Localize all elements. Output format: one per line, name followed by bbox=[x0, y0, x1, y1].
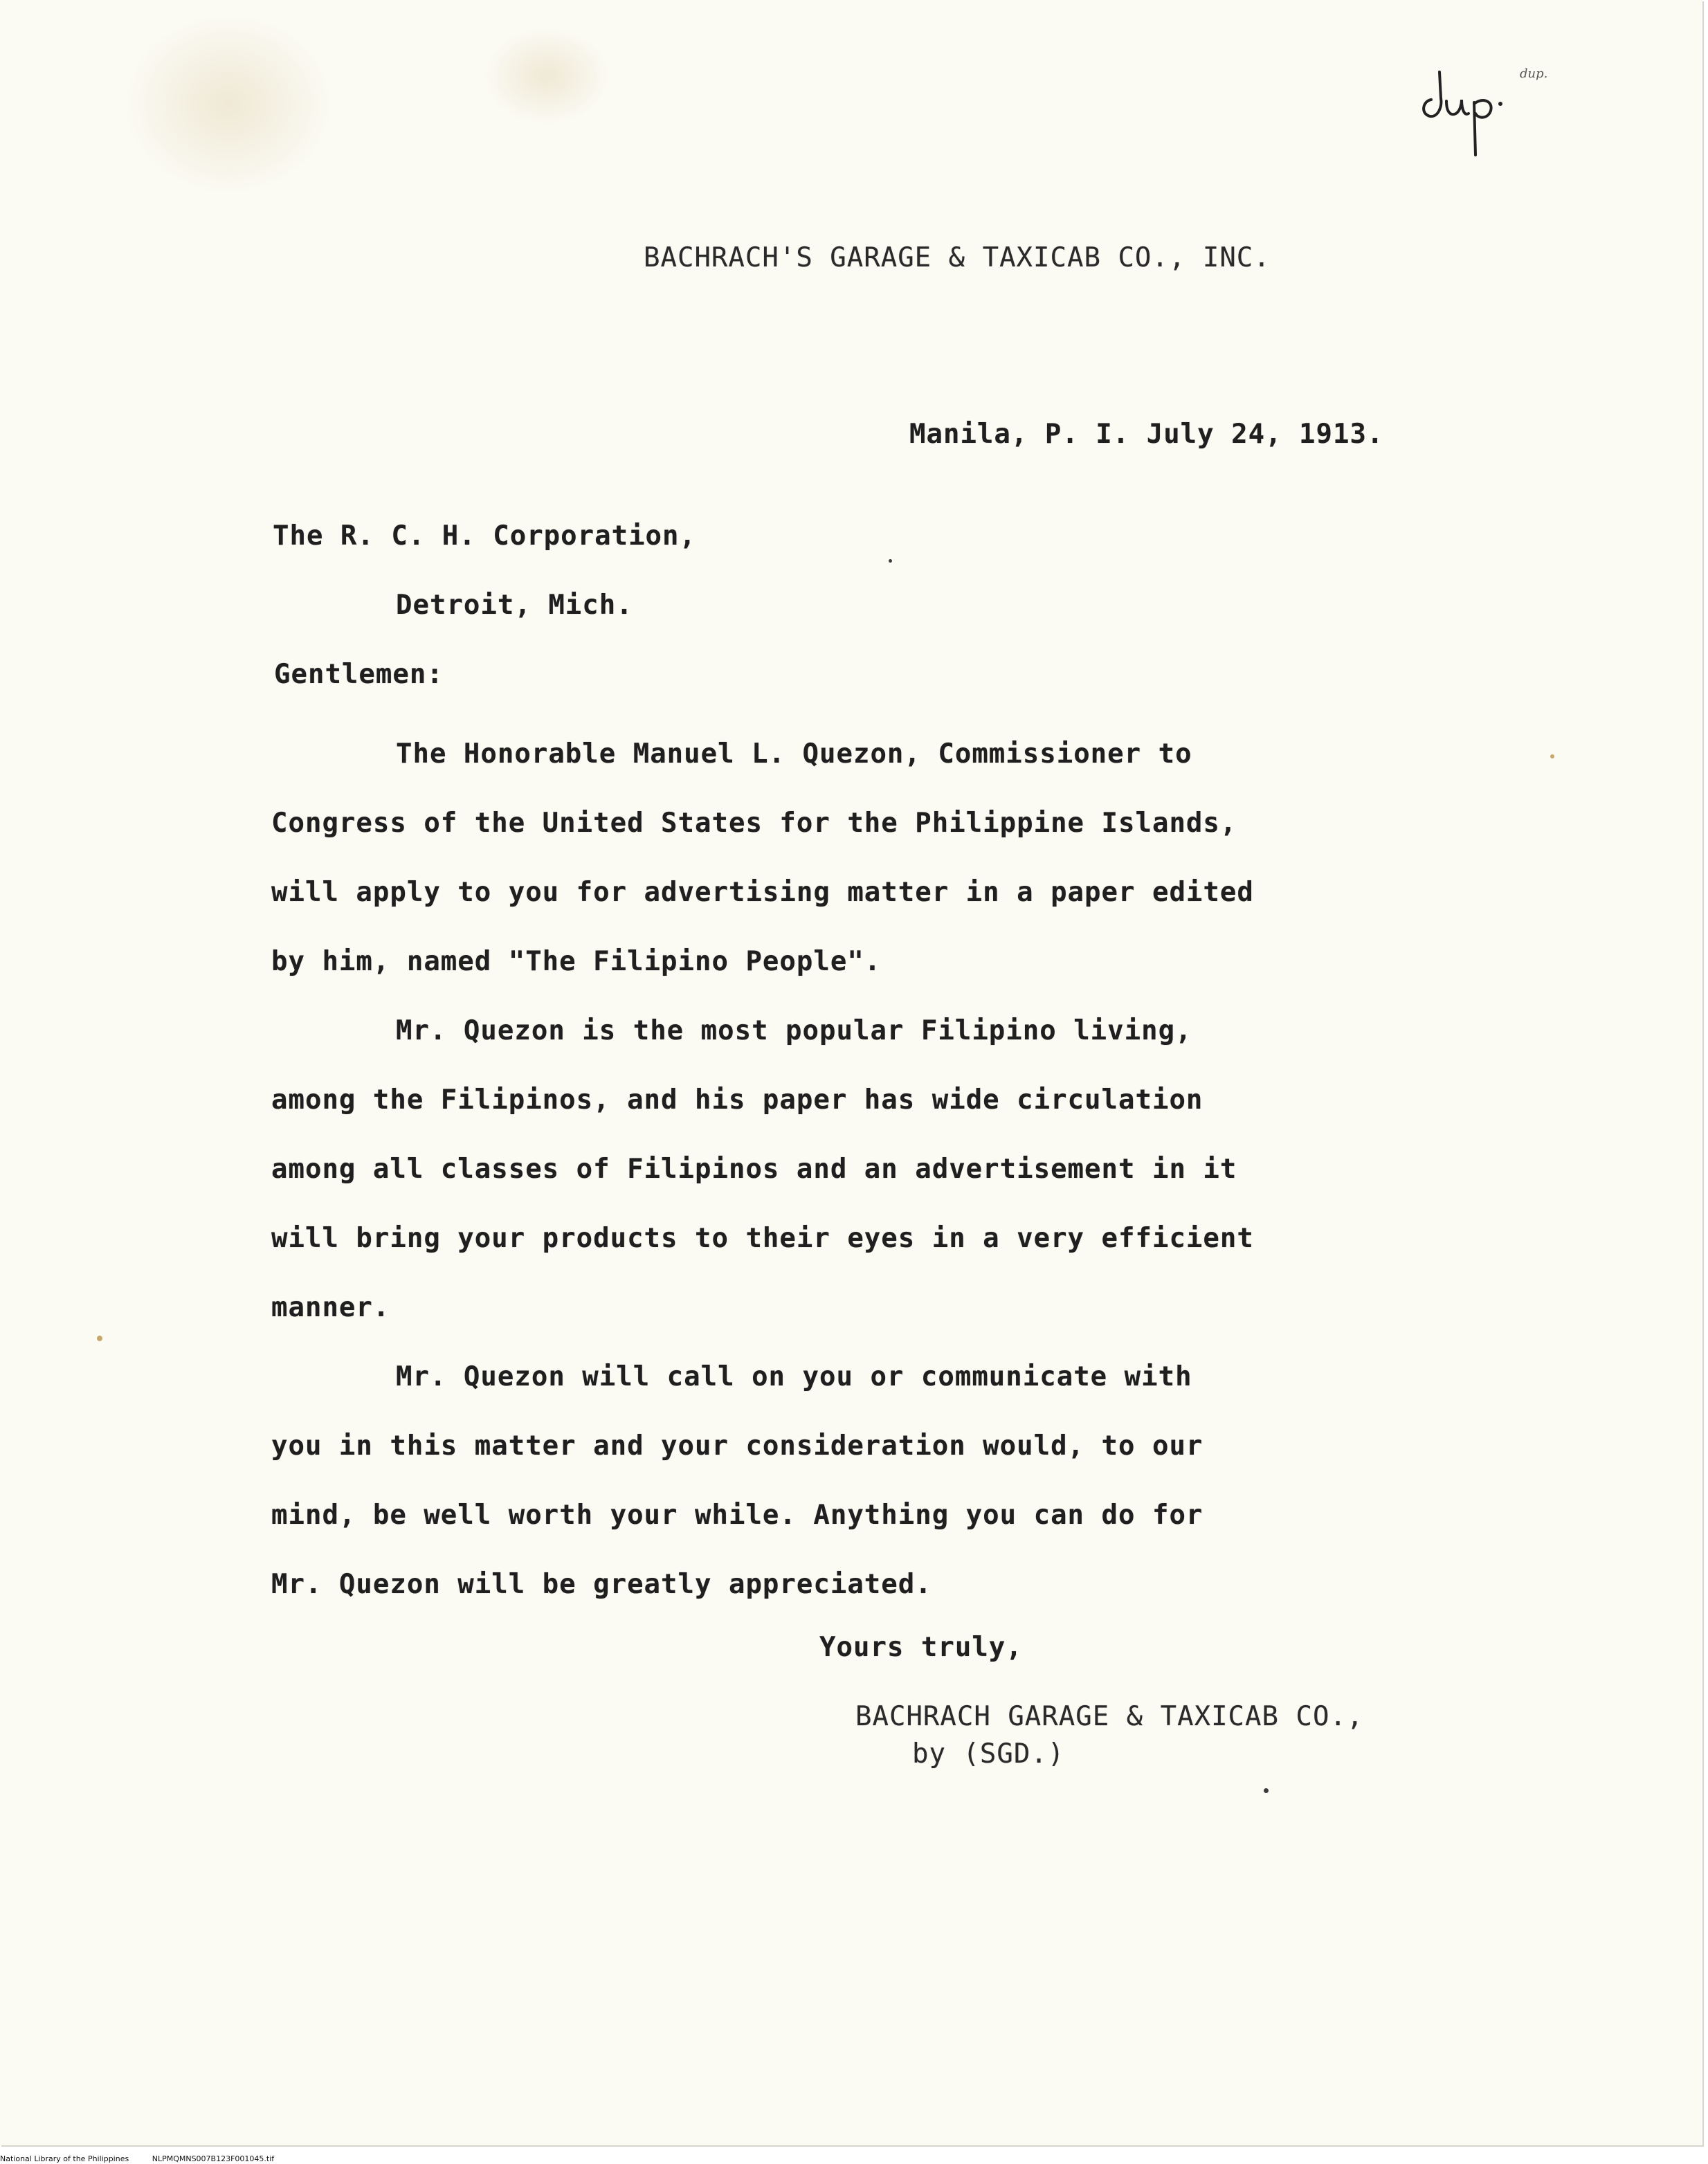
closing-company: BACHRACH GARAGE & TAXICAB CO., bbox=[855, 1701, 1364, 1732]
paper-stain bbox=[125, 14, 332, 194]
body-line: Mr. Quezon will be greatly appreciated. bbox=[271, 1569, 932, 1600]
paper-speck bbox=[1550, 754, 1554, 758]
paper-speck bbox=[889, 559, 892, 563]
paper-speck bbox=[1264, 1788, 1269, 1793]
handwritten-dup-note bbox=[1416, 58, 1506, 162]
body-line: The Honorable Manuel L. Quezon, Commissioner to bbox=[396, 738, 1192, 770]
body-line: Mr. Quezon will call on you or communicate with bbox=[396, 1361, 1192, 1392]
body-line: Congress of the United States for the Philippine Islands, bbox=[271, 808, 1237, 839]
letterhead-company: BACHRACH'S GARAGE & TAXICAB CO., INC. bbox=[644, 242, 1271, 273]
letter-body bbox=[271, 720, 1351, 1619]
body-line: by him, named "The Filipino People". bbox=[271, 946, 882, 977]
paper-speck bbox=[97, 1336, 102, 1341]
closing-signature: by (SGD.) bbox=[912, 1738, 1065, 1770]
recipient-name: The R. C. H. Corporation, bbox=[273, 520, 696, 552]
body-line: among all classes of Filipinos and an advertisement in it bbox=[271, 1154, 1237, 1185]
salutation: Gentlemen: bbox=[274, 659, 444, 690]
body-line: you in this matter and your consideration would, to our bbox=[271, 1430, 1203, 1462]
handwritten-note-text: dup. bbox=[1520, 66, 1548, 81]
scan-footer bbox=[0, 2154, 692, 2164]
body-line: mind, be well worth your while. Anything you can do for bbox=[271, 1500, 1203, 1531]
body-line: will apply to you for advertising matter in a paper edited bbox=[271, 877, 1254, 908]
body-line: manner. bbox=[271, 1292, 390, 1323]
closing-complimentary: Yours truly, bbox=[819, 1632, 1023, 1663]
date-line: Manila, P. I. July 24, 1913. bbox=[909, 419, 1384, 450]
body-line: will bring your products to their eyes in a very efficient bbox=[271, 1223, 1254, 1254]
footer-file-id: NLPMQMNS007B123F001045.tif bbox=[152, 2154, 275, 2163]
footer-archive: National Library of the Philippines bbox=[0, 2154, 129, 2163]
recipient-city: Detroit, Mich. bbox=[396, 590, 633, 621]
body-line: Mr. Quezon is the most popular Filipino living, bbox=[396, 1015, 1192, 1046]
body-line: among the Filipinos, and his paper has wide circulation bbox=[271, 1084, 1203, 1116]
paper-stain bbox=[484, 28, 609, 125]
